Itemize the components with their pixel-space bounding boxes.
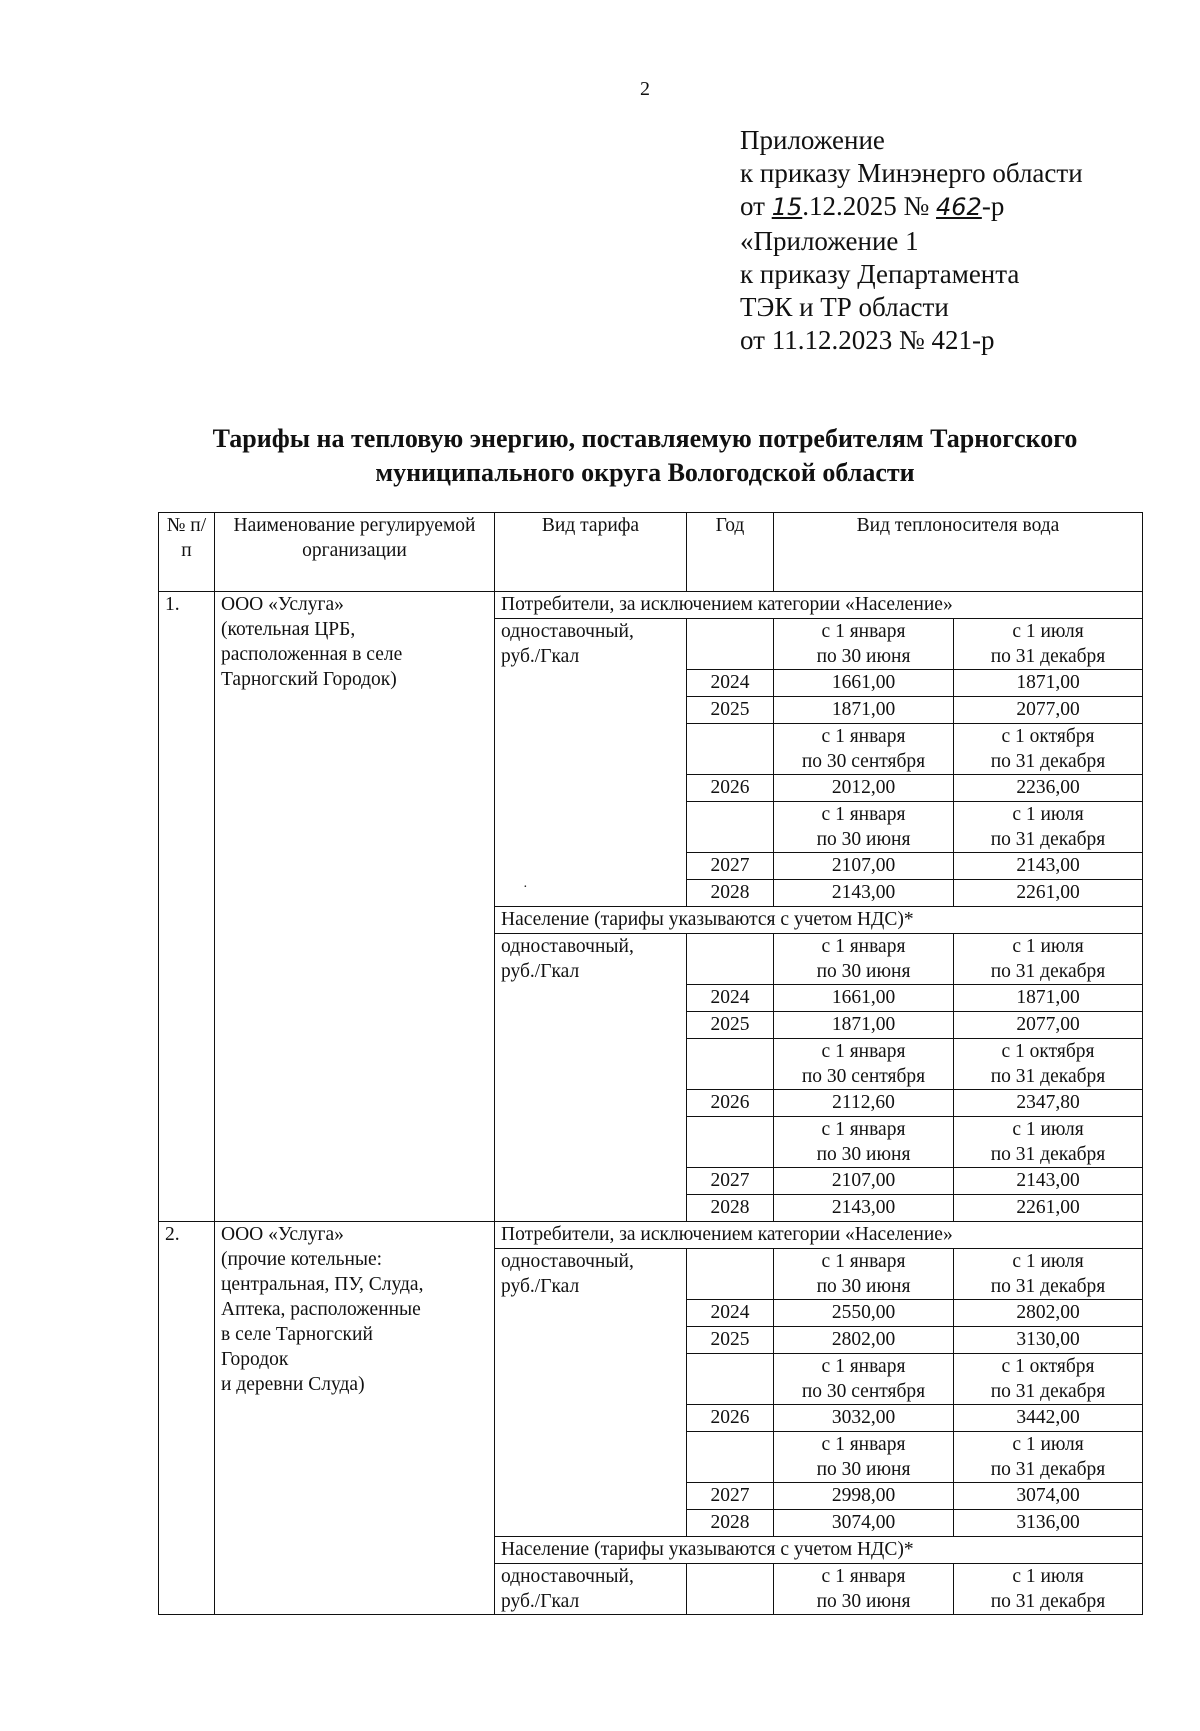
tariff-value-b: 2143,00 [954,1168,1143,1195]
org-name-line: центральная, ПУ, Слуда, [221,1274,424,1295]
period-a [774,1039,954,1090]
period-b-line: с 1 июля [1012,1251,1084,1272]
year-cell-empty [687,619,774,670]
header-num: № п/п [159,513,215,592]
org-name-line: Городок [221,1349,289,1370]
period-b-line: по 31 декабря [990,646,1106,667]
scan-speck: · [523,880,528,895]
tariff-type [495,619,687,907]
tariff-value-a: 3074,00 [774,1510,954,1537]
tariff-value-a: 1871,00 [774,697,954,724]
period-a [774,1354,954,1405]
year-cell: 2028 [687,1195,774,1222]
section-row [159,1222,1143,1249]
period-a [774,934,954,985]
period-a-line: с 1 января [821,1566,906,1587]
header-year: Год [687,513,774,592]
title-line: Тарифы на тепловую энергию, поставляемую потребителям Тарногского [212,424,1078,453]
period-b-line: по 31 декабря [990,1591,1106,1612]
period-a [774,1564,954,1615]
tariff-type-line: одноставочный, [501,1251,634,1272]
tariff-value-b: 2347,80 [954,1090,1143,1117]
header-org: Наименование регулируемой организации [215,513,495,592]
year-cell: 2028 [687,1510,774,1537]
period-a [774,1117,954,1168]
period-a-line: с 1 января [821,621,906,642]
year-cell-empty [687,1354,774,1405]
period-a-line: с 1 января [821,1119,906,1140]
period-b-line: с 1 июля [1012,621,1084,642]
tariff-type [495,1564,687,1615]
period-b-line: по 31 декабря [990,1066,1106,1087]
tariff-value-b: 2261,00 [954,880,1143,907]
year-cell: 2027 [687,1168,774,1195]
tariff-value-a: 1661,00 [774,985,954,1012]
period-b-line: по 31 декабря [990,829,1106,850]
period-b-line: с 1 октября [1001,726,1095,747]
section-label: Потребители, за исключением категории «Население» [495,592,1143,619]
period-a-line: с 1 января [821,1041,906,1062]
period-a-line: по 30 сентября [801,1066,926,1087]
tariff-type-line: одноставочный, [501,621,634,642]
tariff-value-b: 3130,00 [954,1327,1143,1354]
tariff-type-line: руб./Гкал [501,961,580,982]
tariff-table-body [159,513,1143,1615]
tariff-value-b: 3074,00 [954,1483,1143,1510]
period-b-line: с 1 октября [1001,1041,1095,1062]
year-cell-empty [687,1039,774,1090]
period-a-line: с 1 января [821,936,906,957]
handwritten-day: 15 [771,193,803,222]
date-rest: .12.2025 № [802,191,930,222]
org-number: 1. [159,592,215,1222]
period-b-line: по 31 декабря [990,751,1106,772]
period-b [954,1564,1143,1615]
tariff-value-a: 1661,00 [774,670,954,697]
org-name-line: (прочие котельные: [221,1249,383,1270]
tariff-value-b: 2077,00 [954,1012,1143,1039]
tariff-type-line: руб./Гкал [501,1591,580,1612]
tariff-value-a: 2998,00 [774,1483,954,1510]
period-a [774,1249,954,1300]
appendix-line: ТЭК и ТР области [740,292,949,323]
period-a-line: по 30 июня [816,1144,911,1165]
date-prefix: от [740,191,765,222]
header-type: Вид тарифа [495,513,687,592]
org-name [215,1222,495,1615]
period-a [774,619,954,670]
period-b [954,1432,1143,1483]
org-name-line: ООО «Услуга» [221,594,344,615]
org-name [215,592,495,1222]
period-b-line: по 31 декабря [990,1276,1106,1297]
appendix-line: «Приложение 1 [740,225,919,256]
tariff-value-a: 2012,00 [774,775,954,802]
period-b [954,1249,1143,1300]
year-cell-empty [687,1432,774,1483]
org-name-line: и деревни Слуда) [221,1374,365,1395]
org-name-line: ООО «Услуга» [221,1224,344,1245]
year-cell: 2024 [687,670,774,697]
tariff-value-b: 2261,00 [954,1195,1143,1222]
tariff-value-a: 1871,00 [774,1012,954,1039]
period-b-line: по 31 декабря [990,1459,1106,1480]
year-cell-empty [687,1249,774,1300]
tariff-value-b: 2236,00 [954,775,1143,802]
period-b [954,802,1143,853]
appendix-line: к приказу Минэнерго области [740,158,1083,189]
period-b-line: по 31 декабря [990,1144,1106,1165]
year-cell: 2027 [687,1483,774,1510]
period-b-line: с 1 июля [1012,804,1084,825]
period-a-line: по 30 июня [816,1459,911,1480]
org-name-line: Аптека, расположенные [221,1299,421,1320]
period-b [954,1117,1143,1168]
year-cell: 2026 [687,775,774,802]
org-name-line: (котельная ЦРБ, [221,619,356,640]
year-cell: 2027 [687,853,774,880]
appendix-block [740,124,1083,357]
period-b-line: по 31 декабря [990,1381,1106,1402]
table-header-row [159,513,1143,592]
tariff-value-b: 3136,00 [954,1510,1143,1537]
period-a-line: по 30 июня [816,646,911,667]
year-cell-empty [687,1117,774,1168]
period-b [954,1039,1143,1090]
appendix-line: от 11.12.2023 № 421-р [740,325,995,356]
period-a-line: по 30 сентября [801,751,926,772]
section-label: Население (тарифы указываются с учетом НДС)* [495,907,1143,934]
tariff-type-line: руб./Гкал [501,1276,580,1297]
year-cell: 2026 [687,1090,774,1117]
section-row [159,592,1143,619]
tariff-value-b: 1871,00 [954,985,1143,1012]
org-name-line: Тарногский Городок) [221,669,397,690]
year-cell-empty [687,802,774,853]
period-a-line: по 30 июня [816,1276,911,1297]
tariff-value-a: 2112,60 [774,1090,954,1117]
tariff-value-a: 3032,00 [774,1405,954,1432]
period-a [774,724,954,775]
tariff-value-b: 1871,00 [954,670,1143,697]
period-a-line: по 30 июня [816,961,911,982]
year-cell: 2024 [687,1300,774,1327]
period-a-line: по 30 июня [816,829,911,850]
period-b [954,1354,1143,1405]
tariff-type-line: одноставочный, [501,936,634,957]
tariff-value-a: 2107,00 [774,853,954,880]
header-carrier: Вид теплоносителя вода [774,513,1143,592]
period-a-line: с 1 января [821,726,906,747]
tariff-table [158,512,1143,1615]
tariff-value-a: 2550,00 [774,1300,954,1327]
period-a-line: по 30 сентября [801,1381,926,1402]
org-name-line: в селе Тарногский [221,1324,373,1345]
period-b-line: с 1 июля [1012,1119,1084,1140]
period-b [954,619,1143,670]
tariff-value-a: 2143,00 [774,1195,954,1222]
tariff-value-a: 2107,00 [774,1168,954,1195]
handwritten-number: 462 [936,193,982,222]
appendix-line: Приложение [740,125,885,155]
tariff-value-b: 2143,00 [954,853,1143,880]
document-title [150,422,1140,490]
tariff-type-line: одноставочный, [501,1566,634,1587]
period-a-line: с 1 января [821,804,906,825]
tariff-type [495,934,687,1222]
year-cell: 2025 [687,697,774,724]
tariff-value-a: 2802,00 [774,1327,954,1354]
org-number: 2. [159,1222,215,1615]
tariff-type-line: руб./Гкал [501,646,580,667]
period-a-line: с 1 января [821,1356,906,1377]
period-b-line: с 1 июля [1012,936,1084,957]
tariff-value-b: 3442,00 [954,1405,1143,1432]
appendix-date-line [740,190,1083,224]
year-cell-empty [687,724,774,775]
period-a-line: по 30 июня [816,1591,911,1612]
period-b-line: с 1 июля [1012,1434,1084,1455]
year-cell-empty [687,1564,774,1615]
org-name-line: расположенная в селе [221,644,403,665]
date-suffix: -р [981,191,1005,222]
tariff-type [495,1249,687,1537]
tariff-value-a: 2143,00 [774,880,954,907]
period-a-line: с 1 января [821,1434,906,1455]
year-cell: 2025 [687,1012,774,1039]
period-a-line: с 1 января [821,1251,906,1272]
year-cell-empty [687,934,774,985]
year-cell: 2028 [687,880,774,907]
tariff-value-b: 2077,00 [954,697,1143,724]
page-number: 2 [640,78,650,100]
tariff-value-b: 2802,00 [954,1300,1143,1327]
period-b [954,934,1143,985]
year-cell: 2026 [687,1405,774,1432]
appendix-line: к приказу Департамента [740,258,1020,289]
period-b-line: с 1 июля [1012,1566,1084,1587]
period-a [774,1432,954,1483]
period-b-line: с 1 октября [1001,1356,1095,1377]
period-b [954,724,1143,775]
section-label: Потребители, за исключением категории «Население» [495,1222,1143,1249]
period-a [774,802,954,853]
year-cell: 2025 [687,1327,774,1354]
year-cell: 2024 [687,985,774,1012]
title-line: муниципального округа Вологодской области [375,458,915,487]
period-b-line: по 31 декабря [990,961,1106,982]
section-label: Население (тарифы указываются с учетом НДС)* [495,1537,1143,1564]
